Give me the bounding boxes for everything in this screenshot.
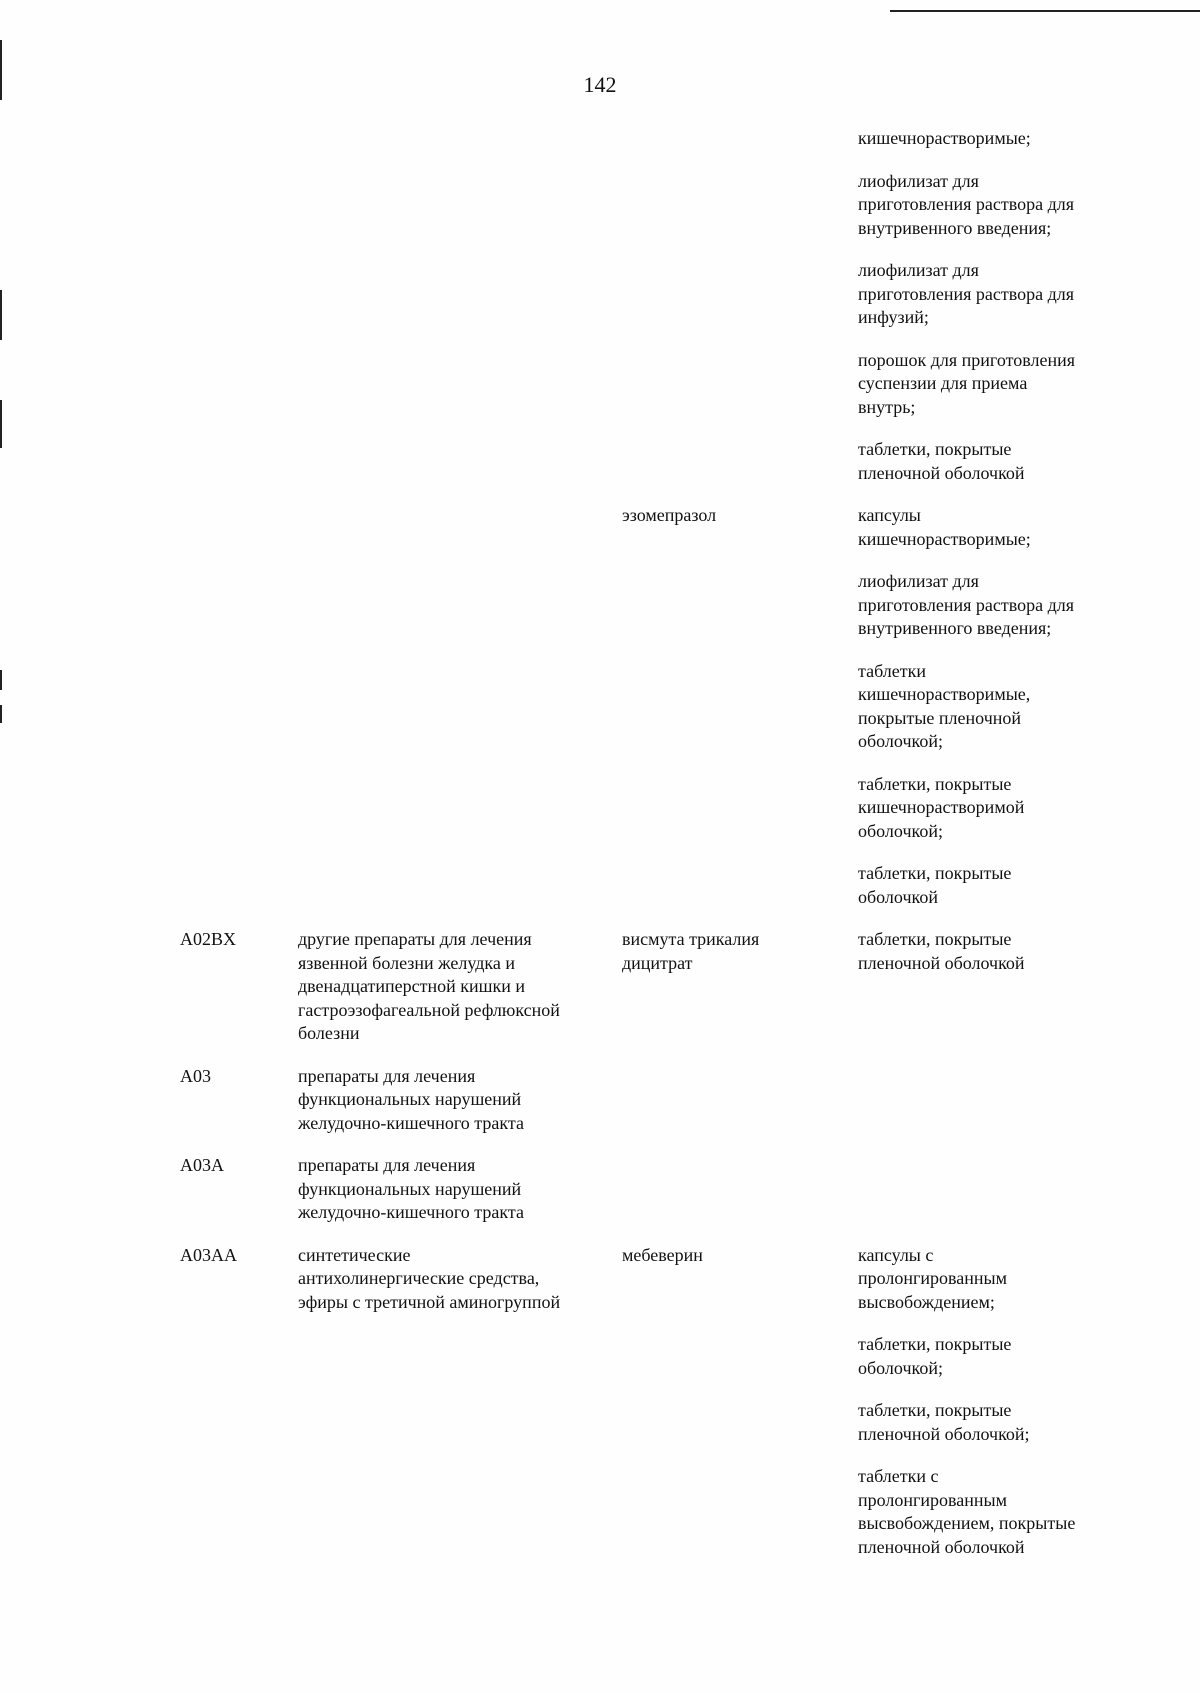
group-line: гастроэзофагеальной рефлюксной — [298, 999, 560, 1020]
dosage-form — [858, 504, 1120, 551]
dosage-form — [858, 773, 1120, 844]
dosage-form-line: оболочкой — [858, 886, 938, 907]
atc-code: A03AA — [180, 1244, 237, 1265]
dosage-form-line: внутривенного введения; — [858, 618, 1052, 638]
anatomical-therapeutic-group — [298, 1065, 622, 1136]
group-line: функциональных нарушений — [298, 1089, 522, 1109]
dosage-form-line: порошок для приготовления — [858, 349, 1076, 370]
anatomical-therapeutic-group — [298, 1154, 622, 1225]
dosage-form-line: суспензии для приема — [858, 373, 1028, 393]
scan-edge-mark — [0, 400, 2, 448]
table-row — [180, 1154, 1120, 1225]
dosage-forms — [858, 127, 1120, 485]
scan-edge-mark — [0, 40, 2, 100]
drug-line: дицитрат — [622, 952, 693, 973]
dosage-form-line: приготовления раствора для — [858, 283, 1074, 304]
dosage-form-line: приготовления раствора для — [858, 194, 1074, 214]
dosage-form-line: капсулы — [858, 505, 921, 525]
dosage-form-line: кишечнорастворимые; — [858, 528, 1031, 549]
dosage-form-line: высвобождением, покрытые — [858, 1513, 1076, 1533]
table-row — [180, 1244, 1120, 1560]
dosage-form-line: оболочкой; — [858, 731, 943, 751]
dosage-form-line: инфузий; — [858, 307, 929, 327]
group-line: желудочно-кишечного тракта — [298, 1112, 524, 1133]
group-line: функциональных нарушений — [298, 1178, 522, 1199]
dosage-form-line: таблетки, покрытые — [858, 863, 1012, 883]
dosage-form — [858, 170, 1120, 241]
dosage-form-line: лиофилизат для — [858, 170, 979, 191]
scan-edge-mark — [0, 705, 2, 723]
dosage-form — [858, 349, 1120, 420]
table-row — [180, 504, 1120, 909]
dosage-form-line: лиофилизат для — [858, 260, 979, 280]
drug-line: эзомепразол — [622, 505, 717, 525]
dosage-form-line: таблетки с — [858, 1466, 939, 1486]
dosage-form-line: лиофилизат для — [858, 571, 979, 591]
dosage-form-line: капсулы с — [858, 1244, 934, 1265]
dosage-forms — [858, 504, 1120, 909]
anatomical-therapeutic-group — [298, 1244, 622, 1315]
dosage-form-line: таблетки, покрытые — [858, 773, 1012, 794]
drug-line: мебеверин — [622, 1244, 703, 1265]
group-line: препараты для лечения — [298, 1065, 476, 1086]
scan-edge-mark — [0, 290, 2, 340]
group-line: болезни — [298, 1023, 360, 1043]
drug-classification-table — [180, 127, 1120, 1559]
dosage-form — [858, 259, 1120, 330]
dosage-form — [858, 1465, 1120, 1559]
anatomical-therapeutic-group — [298, 928, 622, 1046]
dosage-form — [858, 660, 1120, 754]
dosage-form-line: таблетки, покрытые — [858, 1334, 1012, 1354]
dosage-form-line: пленочной оболочкой; — [858, 1423, 1030, 1444]
group-line: антихолинергические средства, — [298, 1268, 540, 1288]
drug-name — [622, 928, 858, 975]
dosage-form-line: пролонгированным — [858, 1489, 1008, 1510]
dosage-form — [858, 862, 1120, 909]
group-line: синтетические — [298, 1244, 411, 1265]
dosage-form-line: приготовления раствора для — [858, 594, 1074, 615]
dosage-form-line: пролонгированным — [858, 1268, 1008, 1288]
dosage-form-line: внутрь; — [858, 396, 916, 417]
page-number: 142 — [583, 72, 617, 97]
drug-name — [622, 1244, 858, 1268]
atc-code: A03A — [180, 1155, 224, 1175]
dosage-form-line: таблетки, покрытые — [858, 439, 1012, 459]
group-line: язвенной болезни желудка и — [298, 952, 515, 973]
dosage-form-line: оболочкой; — [858, 820, 943, 841]
dosage-form — [858, 127, 1120, 151]
dosage-form — [858, 1333, 1120, 1380]
dosage-form-line: таблетки, покрытые — [858, 1400, 1012, 1420]
dosage-form — [858, 1399, 1120, 1446]
table-row — [180, 928, 1120, 1046]
dosage-form-line: кишечнорастворимой — [858, 797, 1025, 817]
dosage-form-line: кишечнорастворимые; — [858, 128, 1031, 148]
dosage-form — [858, 570, 1120, 641]
dosage-forms — [858, 1244, 1120, 1560]
group-line: другие препараты для лечения — [298, 929, 532, 949]
group-line: эфиры с третичной аминогруппой — [298, 1291, 561, 1312]
group-line: препараты для лечения — [298, 1155, 476, 1175]
dosage-form-line: пленочной оболочкой — [858, 462, 1025, 483]
dosage-form-line: таблетки, покрытые — [858, 929, 1012, 949]
scan-top-line — [890, 10, 1200, 12]
dosage-form-line: кишечнорастворимые, — [858, 684, 1031, 704]
table-row — [180, 127, 1120, 485]
drug-name — [622, 504, 858, 528]
atc-code: A02BX — [180, 929, 237, 949]
dosage-form-line: покрытые пленочной — [858, 707, 1022, 728]
dosage-forms — [858, 928, 1120, 975]
atc-code: A03 — [180, 1065, 211, 1086]
table-row — [180, 1065, 1120, 1136]
dosage-form — [858, 928, 1120, 975]
dosage-form-line: пленочной оболочкой — [858, 952, 1025, 973]
group-line: двенадцатиперстной кишки и — [298, 976, 525, 996]
dosage-form-line: внутривенного введения; — [858, 217, 1052, 238]
dosage-form — [858, 438, 1120, 485]
dosage-form-line: высвобождением; — [858, 1291, 995, 1312]
drug-line: висмута трикалия — [622, 929, 760, 949]
dosage-form-line: пленочной оболочкой — [858, 1536, 1025, 1557]
group-line: желудочно-кишечного тракта — [298, 1202, 524, 1222]
dosage-form-line: оболочкой; — [858, 1357, 943, 1378]
scan-edge-mark — [0, 670, 2, 690]
dosage-form-line: таблетки — [858, 660, 927, 681]
dosage-form — [858, 1244, 1120, 1315]
